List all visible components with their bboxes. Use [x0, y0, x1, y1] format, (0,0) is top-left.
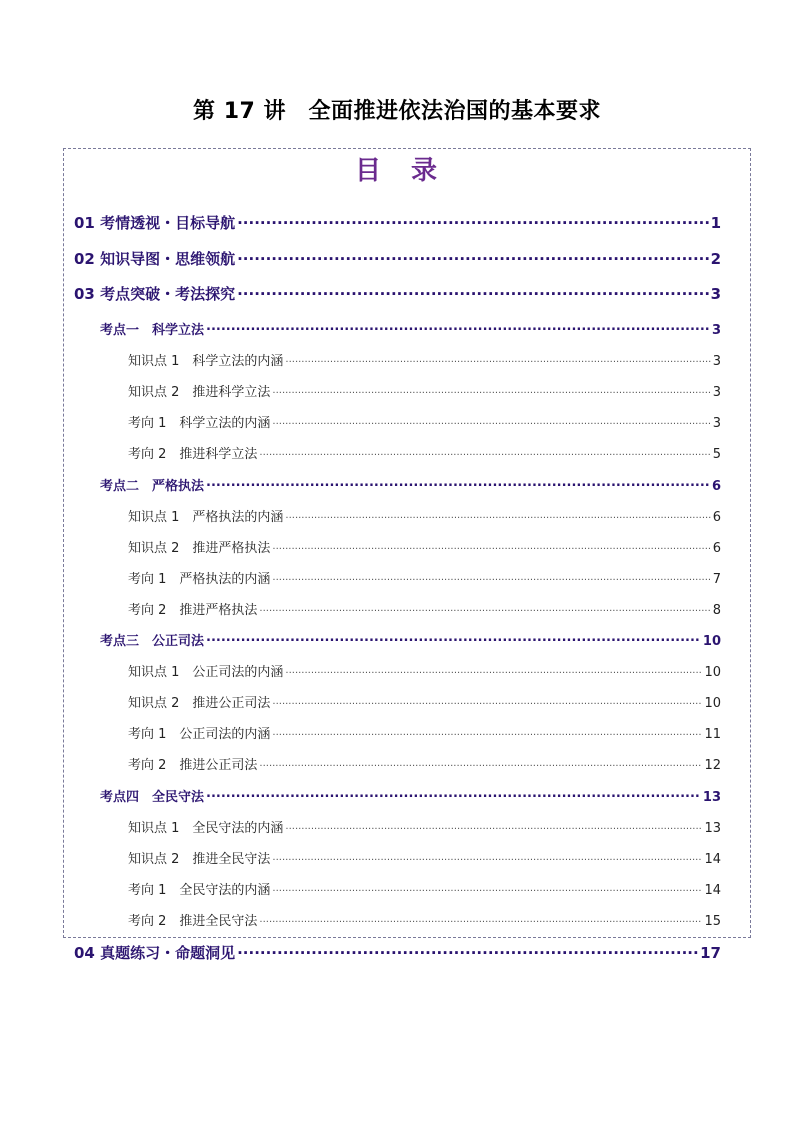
toc-leader-dots — [285, 663, 702, 676]
toc-entry[interactable] — [128, 848, 721, 867]
toc-entry-page-number: 6 — [711, 479, 721, 494]
toc-leader-dots — [272, 570, 710, 583]
toc-leader-dots — [272, 725, 702, 738]
toc-entry[interactable] — [128, 817, 721, 836]
toc-leader-dots — [272, 383, 710, 396]
toc-leader-dots — [237, 249, 708, 264]
toc-leader-dots — [237, 943, 698, 958]
toc-leader-dots — [259, 601, 710, 614]
toc-leader-dots — [206, 321, 710, 334]
toc-entry[interactable] — [74, 283, 721, 304]
toc-entry[interactable] — [74, 248, 721, 269]
toc-entry-page-number: 10 — [704, 665, 721, 680]
toc-entry-page-number: 2 — [710, 250, 721, 268]
toc-leader-dots — [237, 284, 708, 299]
toc-entry-label: 考向 2 推进严格执法 — [128, 603, 258, 618]
toc-entry-label: 考点二 严格执法 — [100, 479, 205, 494]
toc-entry-label: 知识点 2 推进科学立法 — [128, 385, 271, 400]
toc-entry[interactable] — [100, 319, 721, 338]
toc-entry-label: 知识点 1 公正司法的内涵 — [128, 665, 284, 680]
toc-entry[interactable] — [100, 475, 721, 494]
toc-entry[interactable] — [128, 910, 721, 929]
toc-entry[interactable] — [128, 443, 721, 462]
toc-entry[interactable] — [100, 630, 721, 649]
toc-entry-label: 知识点 1 全民守法的内涵 — [128, 821, 284, 836]
toc-entry-page-number: 12 — [704, 758, 721, 773]
toc-heading: 目 录 — [354, 156, 439, 186]
toc-entry[interactable] — [128, 754, 721, 773]
toc-entry-page-number: 3 — [711, 323, 721, 338]
toc-entry-label: 考点四 全民守法 — [100, 790, 205, 805]
toc-entry[interactable] — [128, 506, 721, 525]
toc-entry[interactable] — [128, 537, 721, 556]
toc-entry-page-number: 3 — [710, 285, 721, 303]
toc-leader-dots — [285, 352, 710, 365]
toc-entry-label: 考向 1 科学立法的内涵 — [128, 416, 271, 431]
toc-entry-page-number: 1 — [710, 214, 721, 232]
toc-entry-page-number: 17 — [700, 944, 721, 962]
toc-entry-label: 01 考情透视・目标导航 — [74, 214, 236, 232]
toc-entry-label: 知识点 2 推进公正司法 — [128, 696, 271, 711]
toc-entry-page-number: 14 — [704, 852, 721, 867]
toc-entry[interactable] — [128, 599, 721, 618]
toc-entry-label: 考点三 公正司法 — [100, 634, 205, 649]
toc-entry[interactable] — [74, 212, 721, 233]
toc-entry[interactable] — [128, 723, 721, 742]
toc-entry-page-number: 7 — [712, 572, 721, 587]
toc-leader-dots — [272, 539, 710, 552]
toc-entry-label: 考点一 科学立法 — [100, 323, 205, 338]
toc-entry-page-number: 3 — [712, 385, 721, 400]
toc-leader-dots — [272, 414, 710, 427]
toc-entry[interactable] — [128, 350, 721, 369]
toc-leader-dots — [259, 445, 710, 458]
toc-entry-label: 考向 1 严格执法的内涵 — [128, 572, 271, 587]
toc-entry-label: 知识点 2 推进全民守法 — [128, 852, 271, 867]
toc-entry[interactable] — [128, 568, 721, 587]
toc-entry[interactable] — [128, 661, 721, 680]
toc-entry[interactable] — [100, 786, 721, 805]
toc-entry-label: 考向 1 公正司法的内涵 — [128, 727, 271, 742]
toc-entry-page-number: 10 — [704, 696, 721, 711]
toc-entry-page-number: 3 — [712, 354, 721, 369]
toc-entry[interactable] — [128, 381, 721, 400]
toc-entry-page-number: 3 — [712, 416, 721, 431]
toc-entry-label: 考向 2 推进科学立法 — [128, 447, 258, 462]
toc-entry-label: 知识点 1 科学立法的内涵 — [128, 354, 284, 369]
page-title: 第 17 讲 全面推进依法治国的基本要求 — [193, 99, 601, 124]
toc-entry-label: 04 真题练习・命题洞见 — [74, 944, 236, 962]
toc-entry-page-number: 11 — [704, 727, 721, 742]
toc-entry[interactable] — [128, 412, 721, 431]
toc-leader-dots — [206, 477, 710, 490]
toc-entry-page-number: 6 — [712, 541, 721, 556]
toc-leader-dots — [206, 788, 701, 801]
toc-entry-label: 考向 2 推进公正司法 — [128, 758, 258, 773]
toc-entry-page-number: 8 — [712, 603, 721, 618]
toc-leader-dots — [272, 694, 702, 707]
toc-entry-label: 考向 1 全民守法的内涵 — [128, 883, 271, 898]
toc-leader-dots — [272, 850, 702, 863]
toc-leader-dots — [285, 819, 702, 832]
toc-entry[interactable] — [128, 879, 721, 898]
toc-leader-dots — [259, 912, 702, 925]
toc-leader-dots — [206, 632, 701, 645]
toc-entry-page-number: 15 — [704, 914, 721, 929]
toc-entry-label: 02 知识导图・思维领航 — [74, 250, 236, 268]
toc-leader-dots — [237, 213, 708, 228]
toc-leader-dots — [259, 756, 702, 769]
toc-entry-label: 知识点 2 推进严格执法 — [128, 541, 271, 556]
toc-entry-page-number: 10 — [702, 634, 721, 649]
toc-leader-dots — [272, 881, 702, 894]
toc-entry[interactable] — [74, 942, 721, 963]
toc-entry-label: 考向 2 推进全民守法 — [128, 914, 258, 929]
toc-entry-label: 03 考点突破・考法探究 — [74, 285, 236, 303]
toc-leader-dots — [285, 508, 710, 521]
toc-entry-page-number: 14 — [704, 883, 721, 898]
toc-entry-page-number: 13 — [704, 821, 721, 836]
toc-entry[interactable] — [128, 692, 721, 711]
toc-entry-label: 知识点 1 严格执法的内涵 — [128, 510, 284, 525]
toc-entry-page-number: 5 — [712, 447, 721, 462]
toc-entry-page-number: 6 — [712, 510, 721, 525]
toc-entry-page-number: 13 — [702, 790, 721, 805]
